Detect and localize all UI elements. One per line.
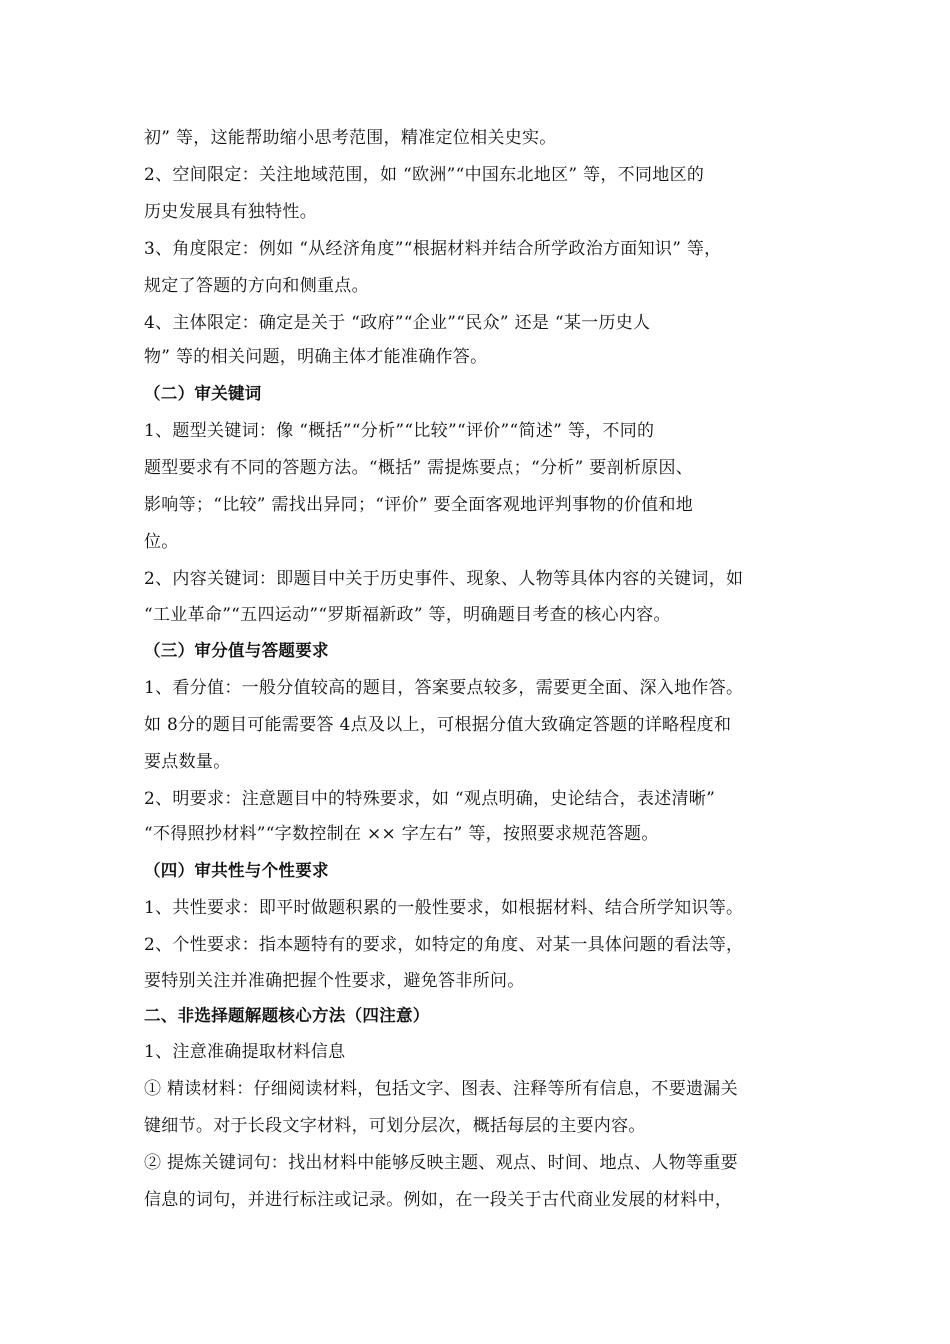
text-line: 键细节。对于长段文字材料，可划分层次，概括每层的主要内容。 xyxy=(144,1116,646,1136)
text-line: 2、个性要求：指本题特有的要求，如特定的角度、对某一具体问题的看法等， xyxy=(144,935,744,955)
text-line: 信息的词句，并进行标注或记录。例如，在一段关于古代商业发展的材料中， xyxy=(144,1190,733,1210)
section-heading: （三）审分值与答题要求 xyxy=(144,641,329,660)
text-line: 题型要求有不同的答题方法。“概括” 需提炼要点；“分析” 要剖析原因、 xyxy=(144,458,694,478)
text-line: “不得照抄材料”“字数控制在 ×× 字左右” 等，按照要求规范答题。 xyxy=(144,824,659,844)
text-line: 物” 等的相关问题，明确主体才能准确作答。 xyxy=(144,347,488,367)
text-line: 历史发展具有独特性。 xyxy=(144,202,317,222)
text-line: 位。 xyxy=(144,532,179,552)
text-line: 1、注意准确提取材料信息 xyxy=(144,1042,346,1062)
section-heading: 二、非选择题解题核心方法（四注意） xyxy=(144,1006,430,1025)
section-heading: （二）审关键词 xyxy=(144,384,262,403)
text-line: 1、共性要求：即平时做题积累的一般性要求，如根据材料、结合所学知识等。 xyxy=(144,898,744,918)
text-line: 规定了答题的方向和侧重点。 xyxy=(144,276,369,296)
text-line: ① 精读材料：仔细阅读材料，包括文字、图表、注释等所有信息，不要遗漏关 xyxy=(144,1079,738,1099)
text-line: 初” 等，这能帮助缩小思考范围，精准定位相关史实。 xyxy=(144,128,557,148)
text-line: 1、题型关键词：像 “概括”“分析”“比较”“评价”“简述” 等，不同的 xyxy=(144,421,655,441)
text-line: 2、空间限定：关注地域范围，如 “欧洲”“中国东北地区” 等，不同地区的 xyxy=(144,165,705,185)
text-line: 要特别关注并准确把握个性要求，避免答非所问。 xyxy=(144,971,525,991)
text-line: ② 提炼关键词句：找出材料中能够反映主题、观点、时间、地点、人物等重要 xyxy=(144,1153,738,1173)
text-line: 2、内容关键词：即题目中关于历史事件、现象、人物等具体内容的关键词，如 xyxy=(144,569,744,589)
text-line: 4、主体限定：确定是关于 “政府”“企业”“民众” 还是 “某一历史人 xyxy=(144,313,651,333)
text-line: 3、角度限定：例如 “从经济角度”“根据材料并结合所学政治方面知识” 等， xyxy=(144,239,722,259)
section-heading: （四）审共性与个性要求 xyxy=(144,861,329,880)
text-line: “工业革命”“五四运动”“罗斯福新政” 等，明确题目考查的核心内容。 xyxy=(144,605,671,625)
text-line: 1、看分值：一般分值较高的题目，答案要点较多，需要更全面、深入地作答。 xyxy=(144,678,744,698)
text-line: 2、明要求：注意题目中的特殊要求，如 “观点明确，史论结合，表述清晰” xyxy=(144,789,716,809)
text-line: 如 8分的题目可能需要答 4点及以上，可根据分值大致确定答题的详略程度和 xyxy=(144,715,732,735)
text-line: 要点数量。 xyxy=(144,752,231,772)
text-line: 影响等；“比较” 需找出异同；“评价” 要全面客观地评判事物的价值和地 xyxy=(144,495,694,515)
